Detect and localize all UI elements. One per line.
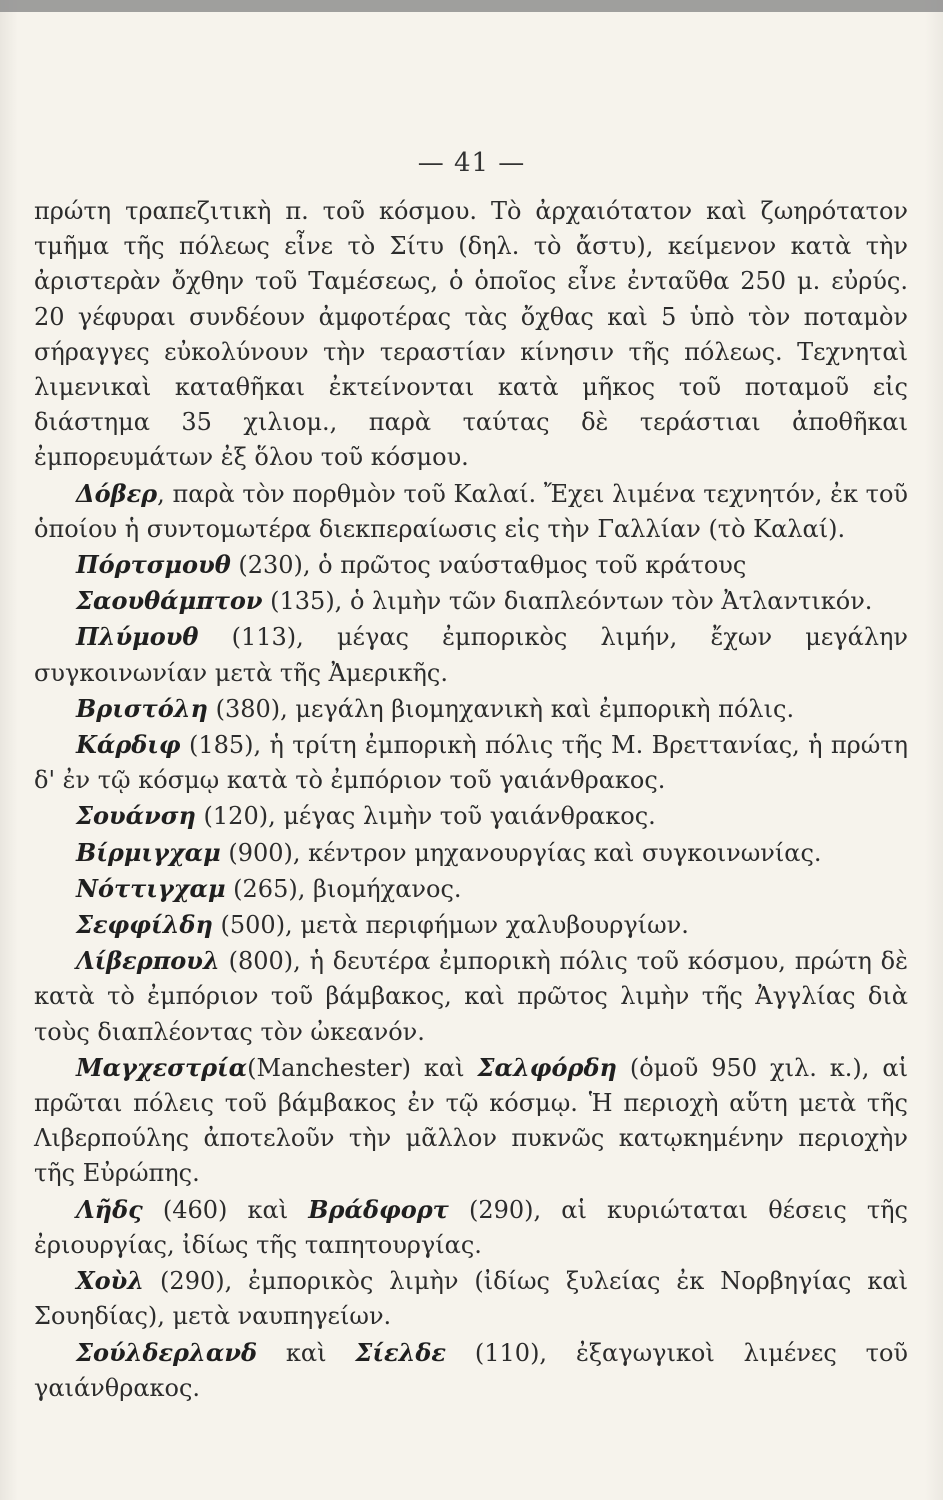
place-name: Νόττιγχαμ (76, 873, 226, 903)
paragraph-leeds (34, 1192, 908, 1263)
paragraph-text: (290), ἐμπορικὸς λιμὴν (ἰδίως ξυλείας ἐκ Νορβηγίας καὶ Σουηδίας), μετὰ ναυπηγείων. (34, 1267, 908, 1331)
paragraph-text: (113), μέγας ἐμπορικὸς λιμήν, ἔχων μεγάλην συγκοινωνίαν μετὰ τῆς Ἀμερικῆς. (34, 623, 908, 687)
place-name: Δόβερ (76, 478, 158, 508)
paragraph-text: (135), ὁ λιμὴν τῶν διαπλεόντων τὸν Ἀτλαντικόν. (262, 587, 873, 616)
paragraph-manchester (34, 1050, 908, 1192)
paragraph-bristol (34, 691, 908, 727)
paragraph-dover (34, 476, 908, 547)
paragraph-text: (120), μέγας λιμὴν τοῦ γαιάνθρακος. (195, 802, 656, 831)
page-number: — 41 — (417, 148, 526, 178)
paragraph-liverpool (34, 943, 908, 1050)
paragraph-text: (290), αἱ κυριώταται θέσεις τῆς ἐριουργίας, ἰδίως τῆς ταπητουργίας. (34, 1195, 908, 1259)
paragraph-southampton (34, 583, 908, 619)
place-name: Σεφφίλδη (76, 910, 213, 940)
place-name: Βίρμιγχαμ (76, 837, 221, 867)
paragraph-text: (800), ἡ δευτέρα ἐμπορικὴ πόλις τοῦ κόσμου, πρώτη δὲ κατὰ τὸ ἐμπόριον τοῦ βάμβακος, καὶ πρῶτος λιμὴν τῆς Ἀγγλίας διὰ τοὺς διαπλέοντας τὸν ὠκεανόν. (34, 947, 908, 1046)
paragraph-text: (185), ἡ τρίτη ἐμπορικὴ πόλις τῆς Μ. Βρεττανίας, ἡ πρώτη δ' ἐν τῷ κόσμῳ κατὰ τὸ ἐμπόριον τοῦ γαιάνθρακος. (34, 731, 908, 795)
main-text (34, 194, 908, 1406)
paragraph-portsmouth (34, 547, 908, 583)
paragraph-text: (110), ἐξαγωγικοὶ λιμένες τοῦ γαιάνθρακος. (34, 1338, 908, 1402)
paragraph-text: (380), μεγάλη βιομηχανικὴ καὶ ἐμπορικὴ πόλις. (208, 694, 795, 723)
paragraph-cardiff (34, 727, 908, 798)
paragraph-text: πρώτη τραπεζιτικὴ π. τοῦ κόσμου. Τὸ ἀρχαιότατον καὶ ζωηρότατον τμῆμα τῆς πόλεως εἶνε τὸ Σίτυ (δηλ. τὸ ἄστυ), κείμενον κατὰ τὴν ἀριστερὰν ὄχθην τοῦ Ταμέσεως, ὁ ὁποῖος εἶνε ἐνταῦθα 250 μ. εὐρύς. 20 γέφυραι συνδέουν ἀμφοτέρας τὰς ὄχθας καὶ 5 ὑπὸ τὸν ποταμὸν σήραγγες εὐκολύνουν τὴν τεραστίαν κίνησιν τῆς πόλεως. Τεχνηταὶ λιμενικαὶ καταθῆκαι ἐκτείνονται κατὰ μῆκος τοῦ ποταμοῦ εἰς διάστημα 35 χιλιομ., παρὰ ταύτας δὲ τεράστιαι ἀποθῆκαι ἐμπορευμάτων ἐξ ὅλου τοῦ κόσμου. (34, 197, 908, 472)
paragraph-plymouth (34, 619, 908, 690)
paragraph-nottingham (34, 871, 908, 907)
place-name: Σίελδε (355, 1337, 446, 1367)
paragraph-swansea (34, 798, 908, 834)
paragraph-sheffield (34, 907, 908, 943)
paragraph-sunderland (34, 1335, 908, 1406)
place-name: Σαουθάμπτον (76, 586, 263, 616)
place-name: Πόρτσμουθ (76, 550, 231, 580)
paragraph-text: (ὁμοῦ 950 χιλ. κ.), αἱ πρῶται πόλεις τοῦ βάμβακος ἐν τῷ κόσμῳ. Ἡ περιοχὴ αὕτη μετὰ τῆς Λιβερπούλης ἀποτελοῦν τὴν μᾶλλον πυκνῶς κατῳκημένην περιοχὴν τῆς Εὐρώπης. (34, 1053, 909, 1188)
paragraph-text: , παρὰ τὸν πορθμὸν τοῦ Καλαί. Ἔχει λιμένα τεχνητόν, ἐκ τοῦ ὁποίου ἡ συντομωτέρα διεκπεραίωσις εἰς τὴν Γαλλίαν (τὸ Καλαί). (34, 479, 908, 543)
page-top-edge (0, 0, 943, 12)
paragraph-london (34, 194, 908, 476)
paragraph-text: (460) καὶ (142, 1195, 309, 1224)
place-name: Λίβερπουλ (76, 946, 220, 976)
place-name: Σαλφόρδη (477, 1052, 617, 1082)
place-name: Σούλδερλανδ (76, 1337, 257, 1367)
paragraph-text: (265), βιομήχανος. (225, 874, 462, 903)
paragraph-text: καὶ (256, 1338, 356, 1367)
paragraph-text: (230), ὁ πρῶτος ναύσταθμος τοῦ κράτους (230, 551, 747, 580)
paragraph-text: (500), μετὰ περιφήμων χαλυβουργίων. (212, 911, 689, 940)
place-name: Λῆδς (76, 1194, 143, 1224)
paragraph-text: (Manchester) καὶ (247, 1053, 478, 1082)
place-name: Βριστόλη (76, 693, 208, 723)
paragraph-hull (34, 1263, 908, 1334)
place-name: Μαγχεστρία (76, 1052, 248, 1082)
paragraph-text: (900), κέντρον μηχανουργίας καὶ συγκοινωνίας. (220, 838, 822, 867)
place-name: Χοὺλ (76, 1266, 145, 1296)
place-name: Βράδφορτ (308, 1194, 449, 1224)
paragraph-birmingham (34, 835, 908, 871)
place-name: Κάρδιφ (76, 730, 181, 760)
place-name: Σουάνση (76, 801, 196, 831)
place-name: Πλύμουθ (76, 622, 199, 652)
